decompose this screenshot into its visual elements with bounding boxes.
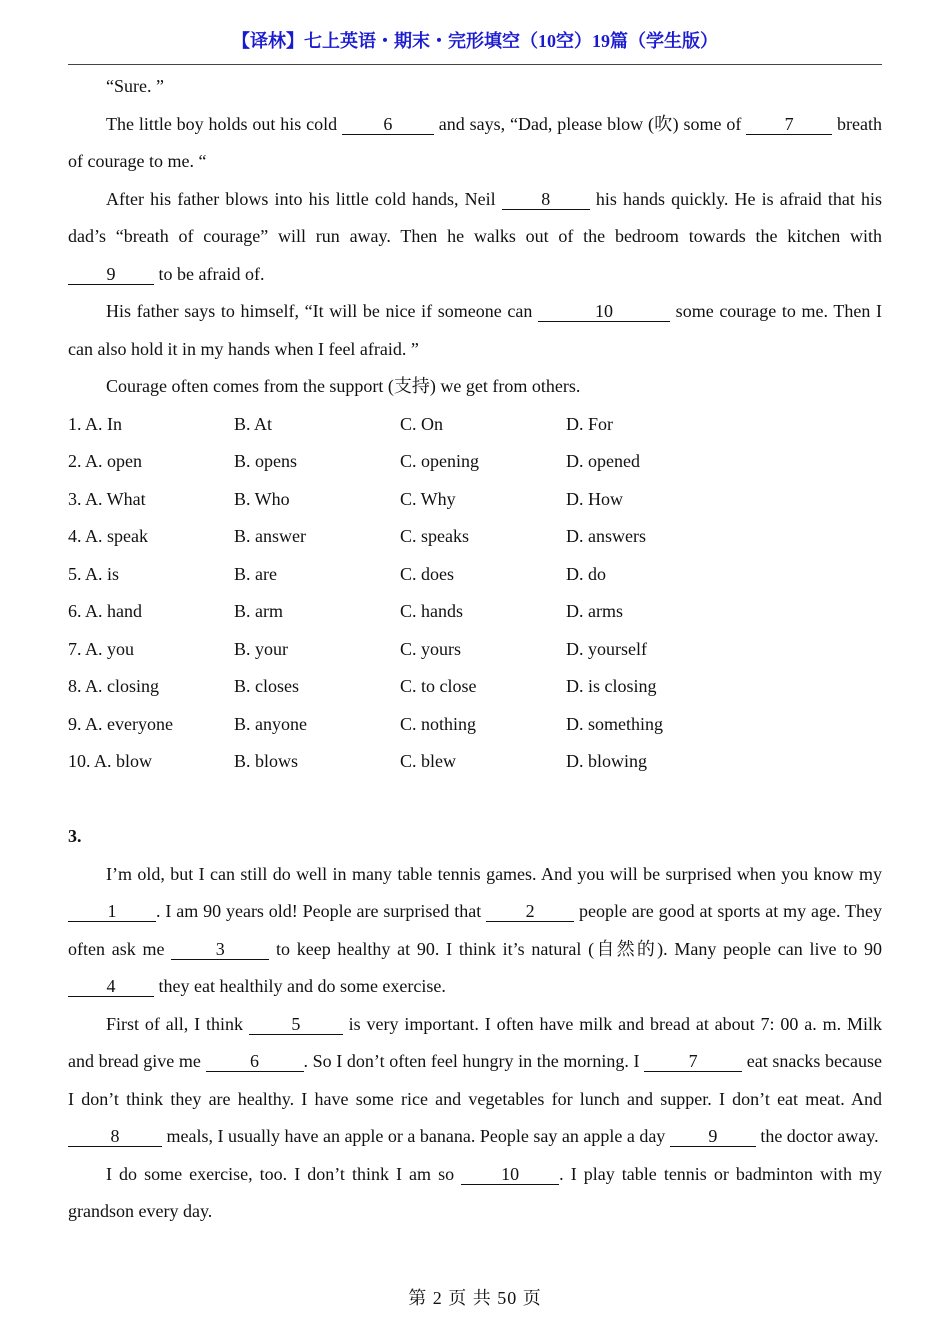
paragraph-text: to be afraid of. <box>154 263 265 284</box>
paragraph <box>68 856 882 1006</box>
paragraph-text: some courage to me. Then I can also hold it in my hands when I feel afraid. ” <box>68 301 882 359</box>
option-b: B. blows <box>234 751 299 771</box>
option-b: B. arm <box>234 601 283 621</box>
answer-blank: 5 <box>249 1015 343 1035</box>
option-d: D. opened <box>566 451 640 471</box>
option-c: C. nothing <box>400 713 477 734</box>
question-options-row <box>68 631 882 669</box>
paragraph <box>68 368 882 406</box>
option-d: D. something <box>566 713 663 734</box>
answer-blank: 1 <box>68 902 156 922</box>
option-a: 4. A. speak <box>68 526 148 546</box>
option-a: 9. A. everyone <box>68 713 173 734</box>
paragraph-text: people are good at sports at my age. They often ask me <box>68 901 882 959</box>
paragraph-text: First of all, I think <box>106 1013 249 1034</box>
answer-blank: 10 <box>538 302 670 322</box>
option-b: B. answer <box>234 526 306 546</box>
question-options-row <box>68 406 882 444</box>
answer-blank: 2 <box>486 902 574 922</box>
option-a: 7. A. you <box>68 638 135 659</box>
page-footer: 第 2 页 共 50 页 <box>408 1288 542 1308</box>
option-c: C. hands <box>400 601 463 621</box>
paragraph-text: the doctor away. <box>755 1126 879 1146</box>
question-options-row <box>68 556 882 594</box>
paragraph-text: and says, “Dad, please blow (吹) some of <box>433 113 747 134</box>
option-c: C. does <box>400 563 454 584</box>
question-options-row <box>68 668 882 706</box>
option-a: 2. A. open <box>68 451 142 471</box>
paragraph-text: The little boy holds out his cold <box>106 113 342 134</box>
option-a: 8. A. closing <box>68 676 160 696</box>
option-b: B. At <box>234 413 273 434</box>
question-options-row <box>68 518 882 556</box>
paragraph <box>68 106 882 181</box>
paragraph-text: Courage often comes from the support (支持) we get from others. <box>106 376 581 396</box>
paragraph <box>68 293 882 368</box>
paragraph <box>68 181 882 294</box>
option-b: B. Who <box>234 488 290 509</box>
paragraph-text: . So I don’t often feel hungry in the morning. I <box>303 1051 645 1071</box>
question-options-row <box>68 706 882 744</box>
option-c: C. yours <box>400 638 462 659</box>
page-content <box>68 68 882 1231</box>
option-d: D. is closing <box>566 676 657 696</box>
paragraph <box>68 1156 882 1231</box>
document-header: 【译林】七上英语・期末・完形填空（10空）19篇（学生版） <box>232 31 718 51</box>
passage-b-paragraphs <box>68 856 882 1231</box>
header-divider <box>68 64 882 65</box>
paragraph-text: His father says to himself, “It will be nice if someone can <box>106 301 539 321</box>
answer-blank: 4 <box>68 977 154 997</box>
answer-blank: 3 <box>171 940 269 960</box>
option-c: C. On <box>400 413 444 434</box>
option-d: D. blowing <box>566 751 647 771</box>
section-number: 3. <box>68 826 82 846</box>
paragraph-text: his hands quickly. He is afraid that his dad’s “breath of courage” will run away. Then he walks out of the bedroom towards the kitchen with <box>68 188 882 246</box>
option-d: D. answers <box>566 526 646 546</box>
paragraph-text: “Sure. ” <box>106 76 164 96</box>
answer-blank: 7 <box>644 1052 742 1072</box>
option-c: C. to close <box>400 676 477 696</box>
question-options-row <box>68 593 882 631</box>
paragraph-text: After his father blows into his little cold hands, Neil <box>106 188 502 209</box>
passage-a-options <box>68 406 882 781</box>
answer-blank: 8 <box>502 190 590 210</box>
paragraph-text: eat snacks because I don’t think they are healthy. I have some rice and vegetables for lunch and supper. I don’t eat meat. And <box>68 1051 882 1109</box>
answer-blank: 6 <box>206 1052 304 1072</box>
option-b: B. your <box>234 638 288 659</box>
paragraph-text: to keep healthy at 90. I think it’s natural (自然的). Many people can live to 90 <box>269 938 882 959</box>
paragraph-text: meals, I usually have an apple or a banana. People say an apple a day <box>162 1126 670 1146</box>
option-c: C. speaks <box>400 526 469 546</box>
option-d: D. How <box>566 488 623 509</box>
paragraph <box>68 68 882 106</box>
paragraph <box>68 1006 882 1156</box>
spacer <box>68 781 882 819</box>
question-options-row <box>68 743 882 781</box>
paragraph-text: . I play table tennis or badminton with my grandson every day. <box>68 1163 883 1221</box>
option-a: 1. A. In <box>68 413 122 434</box>
paragraph-text: is very important. I often have milk and bread at about 7: 00 a. m. Milk and bread give me <box>68 1013 882 1071</box>
answer-blank: 10 <box>461 1165 559 1185</box>
option-c: C. Why <box>400 488 456 509</box>
paragraph-text: breath of courage to me. “ <box>68 113 882 171</box>
option-d: D. yourself <box>566 638 647 659</box>
answer-blank: 8 <box>68 1127 162 1147</box>
passage-a-paragraphs <box>68 68 882 406</box>
paragraph-text: I do some exercise, too. I don’t think I am so <box>106 1163 462 1184</box>
answer-blank: 6 <box>342 115 434 135</box>
paragraph-text: they eat healthily and do some exercise. <box>154 976 446 996</box>
option-c: C. opening <box>400 451 479 471</box>
option-c: C. blew <box>400 751 456 771</box>
option-d: D. For <box>566 413 614 434</box>
option-b: B. are <box>234 563 277 584</box>
answer-blank: 7 <box>746 115 832 135</box>
option-a: 3. A. What <box>68 488 146 509</box>
answer-blank: 9 <box>670 1127 756 1147</box>
paragraph-text: I’m old, but I can still do well in many table tennis games. And you will be surprised when you know my <box>106 863 882 884</box>
option-a: 10. A. blow <box>68 751 153 771</box>
option-d: D. arms <box>566 601 623 621</box>
option-d: D. do <box>566 563 606 584</box>
option-a: 6. A. hand <box>68 601 142 621</box>
option-a: 5. A. is <box>68 563 120 584</box>
option-b: B. opens <box>234 451 297 471</box>
answer-blank: 9 <box>68 265 154 285</box>
question-options-row <box>68 443 882 481</box>
option-b: B. closes <box>234 676 299 696</box>
paragraph-text: . I am 90 years old! People are surprised that <box>156 901 487 921</box>
option-b: B. anyone <box>234 713 307 734</box>
question-options-row <box>68 481 882 519</box>
